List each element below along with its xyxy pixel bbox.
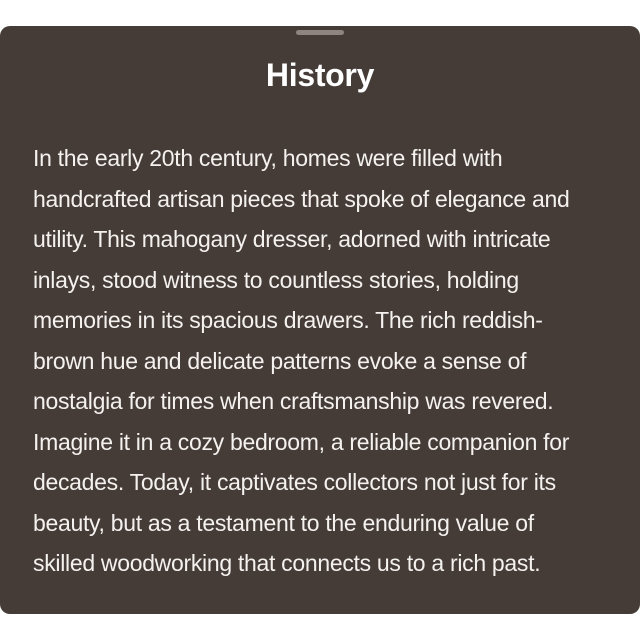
- history-description: [33, 138, 617, 584]
- history-line: utility. This mahogany dresser, adorned with intricate: [33, 226, 551, 252]
- sheet-grabber-handle[interactable]: [296, 30, 344, 35]
- history-line: handcrafted artisan pieces that spoke of elegance and: [33, 185, 570, 212]
- history-line: memories in its spacious drawers. The rich reddish-: [33, 307, 543, 333]
- history-line: inlays, stood witness to countless stories, holding: [33, 266, 519, 293]
- history-sheet: [0, 26, 640, 614]
- history-line: brown hue and delicate patterns evoke a sense of: [33, 347, 527, 374]
- history-line: decades. Today, it captivates collectors not just for its: [33, 469, 556, 495]
- history-line: beauty, but as a testament to the enduring value of: [33, 509, 534, 536]
- history-line: Imagine it in a cozy bedroom, a reliable companion for: [33, 428, 570, 455]
- history-line: skilled woodworking that connects us to a rich past.: [33, 550, 541, 576]
- history-line: In the early 20th century, homes were filled with: [33, 145, 503, 171]
- history-line: nostalgia for times when craftsmanship was revered.: [33, 388, 554, 414]
- sheet-title: History: [265, 57, 375, 93]
